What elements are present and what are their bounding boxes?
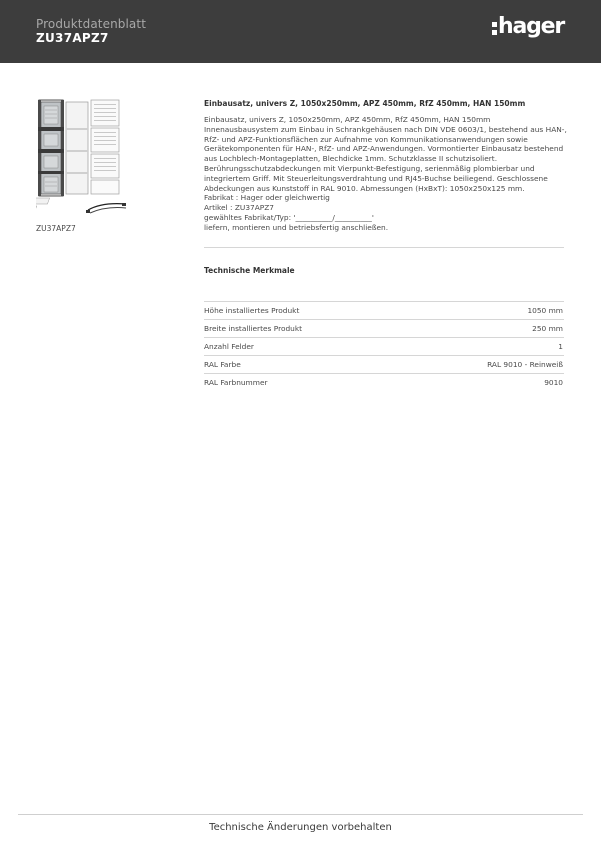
spec-value: 250 mm: [532, 324, 563, 333]
description-line: Gerätekomponenten für HAN-, RfZ- und APZ-Anwendungen. Vormontierter Einbausatz bestehend: [204, 144, 564, 154]
description-line: RfZ- und APZ-Funktionsflächen zur Aufnahme von Kommunikationsanwendungen sowie: [204, 134, 528, 144]
description-line: integriertem Griff. Mit Steuerleitungsverdrahtung und RJ45-Buchse beiliegend. Geschlossene: [204, 173, 548, 183]
spec-label: RAL Farbnummer: [204, 378, 268, 387]
spec-row: [204, 373, 564, 391]
product-title: Einbausatz, univers Z, 1050x250mm, APZ 450mm, RfZ 450mm, HAN 150mm: [204, 99, 526, 108]
spec-row: [204, 355, 564, 373]
description-line: Einbausatz, univers Z, 1050x250mm, APZ 450mm, RfZ 450mm, HAN 150mm: [204, 115, 491, 124]
spec-value: 1050 mm: [527, 306, 563, 315]
section-divider: [204, 247, 564, 248]
spec-label: RAL Farbe: [204, 360, 241, 369]
article-code: ZU37APZ7: [36, 31, 109, 45]
product-description: [204, 115, 567, 233]
document-type: Produktdatenblatt: [36, 17, 146, 31]
description-line: Berührungsschutzabdeckungen mit Vierpunkt-Befestigung, serienmäßig plombierbar und: [204, 163, 535, 173]
header-bar: [0, 0, 601, 63]
spec-value: RAL 9010 - Reinweiß: [487, 360, 563, 369]
description-line: aus Lochblech-Montageplatten, Blechdicke 1mm. Schutzklasse II schutzisoliert.: [204, 154, 498, 164]
product-description-block: [204, 99, 567, 233]
description-line: liefern, montieren und betriebsfertig anschließen.: [204, 222, 389, 232]
logo-wordmark: hager: [498, 14, 565, 39]
description-line: Artikel : ZU37APZ7: [204, 203, 275, 213]
description-line: Fabrikat : Hager oder gleichwertig: [204, 193, 330, 203]
footer-disclaimer: Technische Änderungen vorbehalten: [209, 822, 392, 833]
description-line: Abdeckungen aus Kunststoff in RAL 9010. Abmessungen (HxBxT): 1050x250x125 mm.: [204, 183, 525, 193]
spec-value: 1: [558, 342, 563, 351]
spec-label: Breite installiertes Produkt: [204, 324, 303, 333]
footer-divider: [18, 814, 583, 815]
specs-table: [204, 301, 564, 391]
spec-label: Anzahl Felder: [204, 342, 254, 351]
spec-row: [204, 337, 564, 355]
description-line: Innenausbausystem zum Einbau in Schrankgehäusen nach DIN VDE 0603/1, bestehend aus HAN-,: [204, 124, 567, 134]
description-line: gewähltes Fabrikat/Typ: '__________/__________': [204, 212, 374, 222]
spec-row: [204, 301, 564, 319]
spec-value: 9010: [544, 378, 563, 387]
spec-label: Höhe installiertes Produkt: [204, 306, 300, 315]
image-caption: ZU37APZ7: [36, 224, 76, 233]
specs-section-title: Technische Merkmale: [204, 266, 295, 275]
product-photo: [36, 98, 128, 222]
spec-row: [204, 319, 564, 337]
